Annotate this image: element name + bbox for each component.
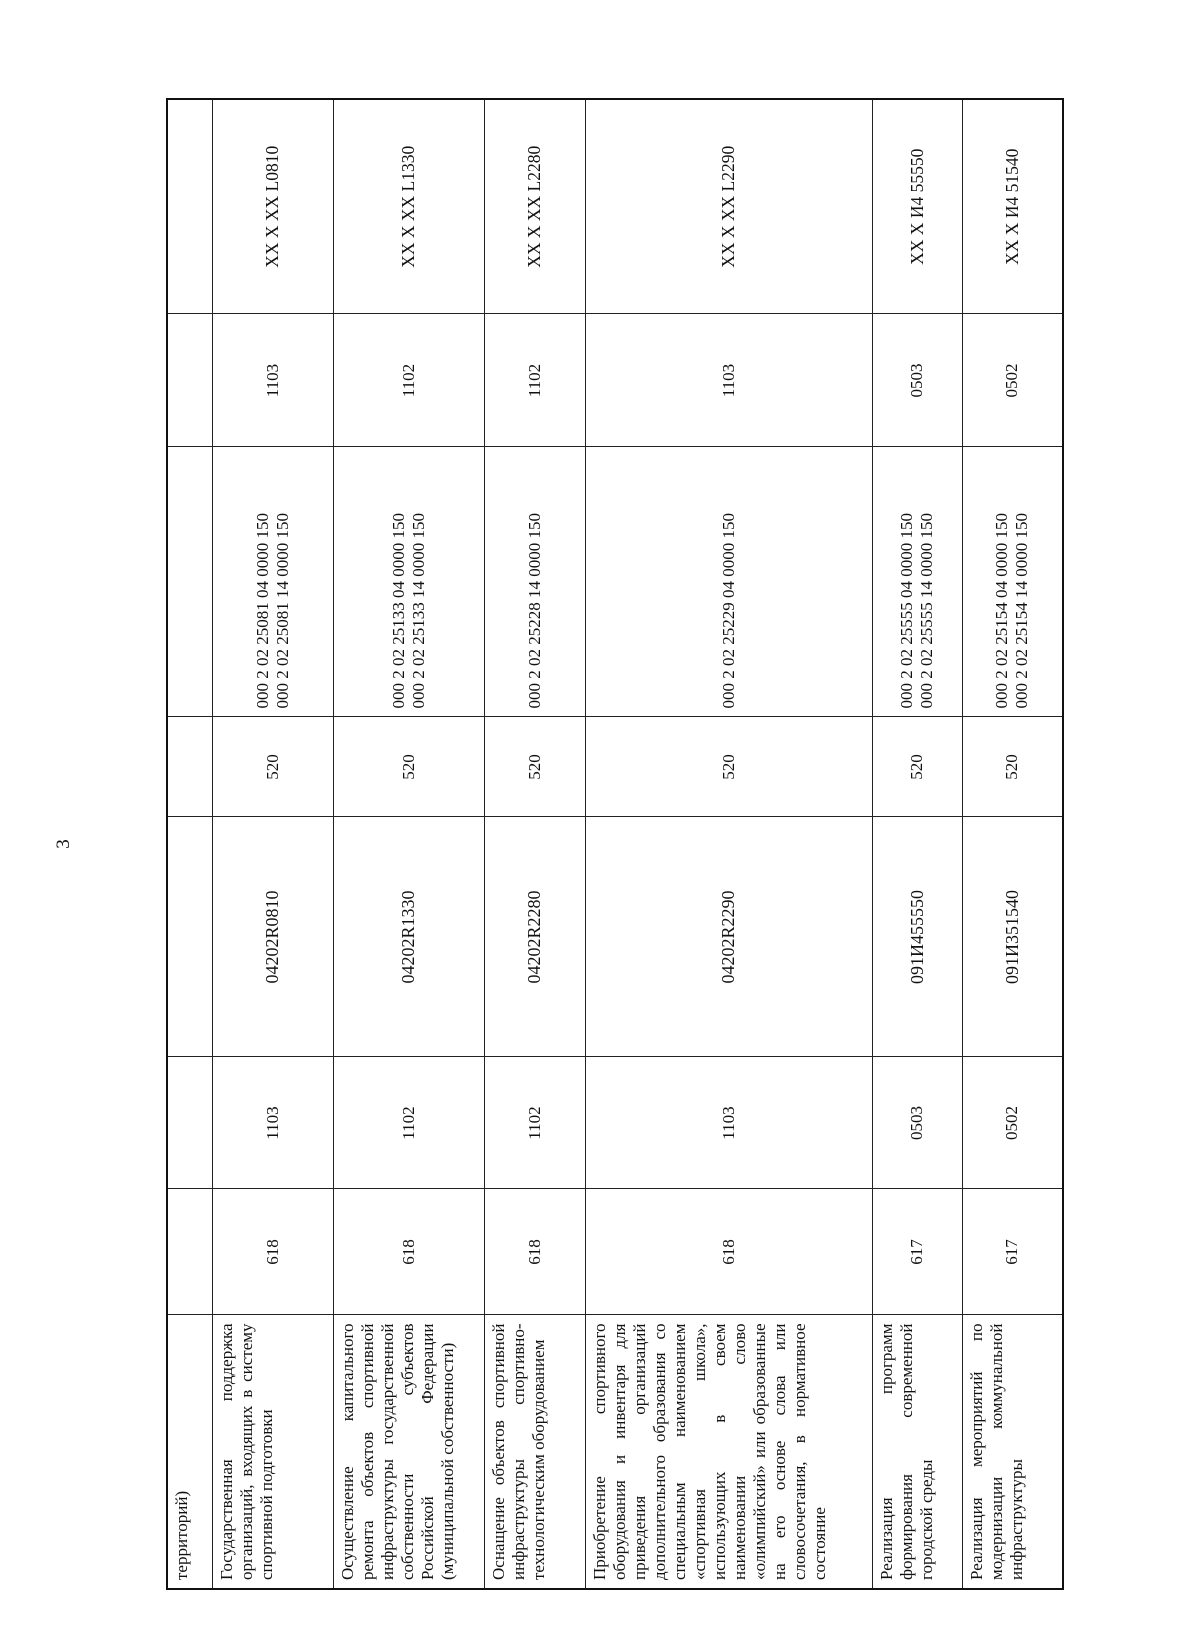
table-row [333, 99, 484, 1589]
table-row-continuation [167, 99, 212, 1589]
cell-municipal-code: XX X XX L0810 [212, 99, 333, 314]
subsidy-table [166, 98, 1064, 1590]
cell-grbs: 617 [872, 1189, 962, 1315]
income-code-line: 000 2 02 25555 04 0000 150 [897, 513, 917, 709]
cell-section: 0503 [872, 314, 962, 447]
cell-empty [167, 1189, 212, 1315]
cell-empty [167, 99, 212, 314]
cell-income-codes [962, 447, 1063, 717]
table-row [585, 99, 872, 1589]
cell-name: Государственная поддержка организаций, входящих в систему спортивной подготовки [212, 1315, 333, 1589]
income-code-line: 000 2 02 25081 14 0000 150 [272, 513, 292, 709]
cell-municipal-code: XX X XX L1330 [333, 99, 484, 314]
income-code-line: 000 2 02 25133 04 0000 150 [388, 513, 408, 709]
cell-empty [167, 1057, 212, 1189]
cell-expense-type: 520 [212, 717, 333, 817]
cell-section: 0503 [872, 1057, 962, 1189]
cell-target-article: 04202R2290 [585, 817, 872, 1057]
cell-income-codes [872, 447, 962, 717]
cell-income-codes [212, 447, 333, 717]
income-code-line: 000 2 02 25555 14 0000 150 [917, 513, 937, 709]
cell-expense-type: 520 [333, 717, 484, 817]
income-code-line: 000 2 02 25154 14 0000 150 [1012, 513, 1032, 709]
cell-target-article: 091И351540 [962, 817, 1063, 1057]
income-code-line: 000 2 02 25133 14 0000 150 [408, 513, 428, 709]
rotated-table-container [166, 100, 1064, 1590]
cell-name: Реализация мероприятий по модернизации коммунальной инфраструктуры [962, 1315, 1063, 1589]
table-row [212, 99, 333, 1589]
income-code-line: 000 2 02 25154 04 0000 150 [992, 513, 1012, 709]
cell-section: 0502 [962, 1057, 1063, 1189]
cell-name: Приобретение спортивного оборудования и инвентаря для приведения организаций дополнительного образования со специальным наименованием «спортивная школа», использующих в своем наименовании слово «олимпийский» или образованные на его основе слова или словосочетания, в нормативное состояние [585, 1315, 872, 1589]
cell-income-codes [585, 447, 872, 717]
cell-target-article: 04202R1330 [333, 817, 484, 1057]
cell-expense-type: 520 [585, 717, 872, 817]
cell-target-article: 091И455550 [872, 817, 962, 1057]
cell-grbs: 618 [585, 1189, 872, 1315]
cell-empty [167, 717, 212, 817]
cell-expense-type: 520 [872, 717, 962, 817]
cell-section: 1103 [212, 314, 333, 447]
table-row [484, 99, 585, 1589]
cell-section: 1102 [484, 1057, 585, 1189]
cell-empty [167, 447, 212, 717]
income-code-line: 000 2 02 25229 04 0000 150 [718, 513, 738, 709]
income-code-line: 000 2 02 25228 14 0000 150 [524, 513, 544, 709]
cell-empty [167, 817, 212, 1057]
cell-name: Осуществление капитального ремонта объектов спортивной инфраструктуры государственной собственности субъектов Российской Федерации (муниципальной собственности) [333, 1315, 484, 1589]
cell-empty [167, 314, 212, 447]
cell-expense-type: 520 [484, 717, 585, 817]
cell-income-codes [484, 447, 585, 717]
page-number: 3 [53, 839, 74, 849]
cell-name: Оснащение объектов спортивной инфраструктуры спортивно-технологическим оборудованием [484, 1315, 585, 1589]
cell-target-article: 04202R0810 [212, 817, 333, 1057]
cell-name: Реализация программ формирования современной городской среды [872, 1315, 962, 1589]
cell-grbs: 617 [962, 1189, 1063, 1315]
cell-grbs: 618 [212, 1189, 333, 1315]
cell-municipal-code: XX X И4 55550 [872, 99, 962, 314]
cell-municipal-code: XX X XX L2290 [585, 99, 872, 314]
income-code-line: 000 2 02 25081 04 0000 150 [252, 513, 272, 709]
cell-grbs: 618 [484, 1189, 585, 1315]
cell-grbs: 618 [333, 1189, 484, 1315]
cell-name-continuation: территорий) [167, 1315, 212, 1589]
cell-section: 1103 [585, 314, 872, 447]
table-row [872, 99, 962, 1589]
cell-section: 1102 [333, 1057, 484, 1189]
cell-section: 1103 [585, 1057, 872, 1189]
cell-target-article: 04202R2280 [484, 817, 585, 1057]
table-row [962, 99, 1063, 1589]
cell-income-codes [333, 447, 484, 717]
cell-municipal-code: XX X И4 51540 [962, 99, 1063, 314]
cell-municipal-code: XX X XX L2280 [484, 99, 585, 314]
cell-section: 1102 [484, 314, 585, 447]
cell-section: 1103 [212, 1057, 333, 1189]
cell-expense-type: 520 [962, 717, 1063, 817]
cell-section: 0502 [962, 314, 1063, 447]
cell-section: 1102 [333, 314, 484, 447]
